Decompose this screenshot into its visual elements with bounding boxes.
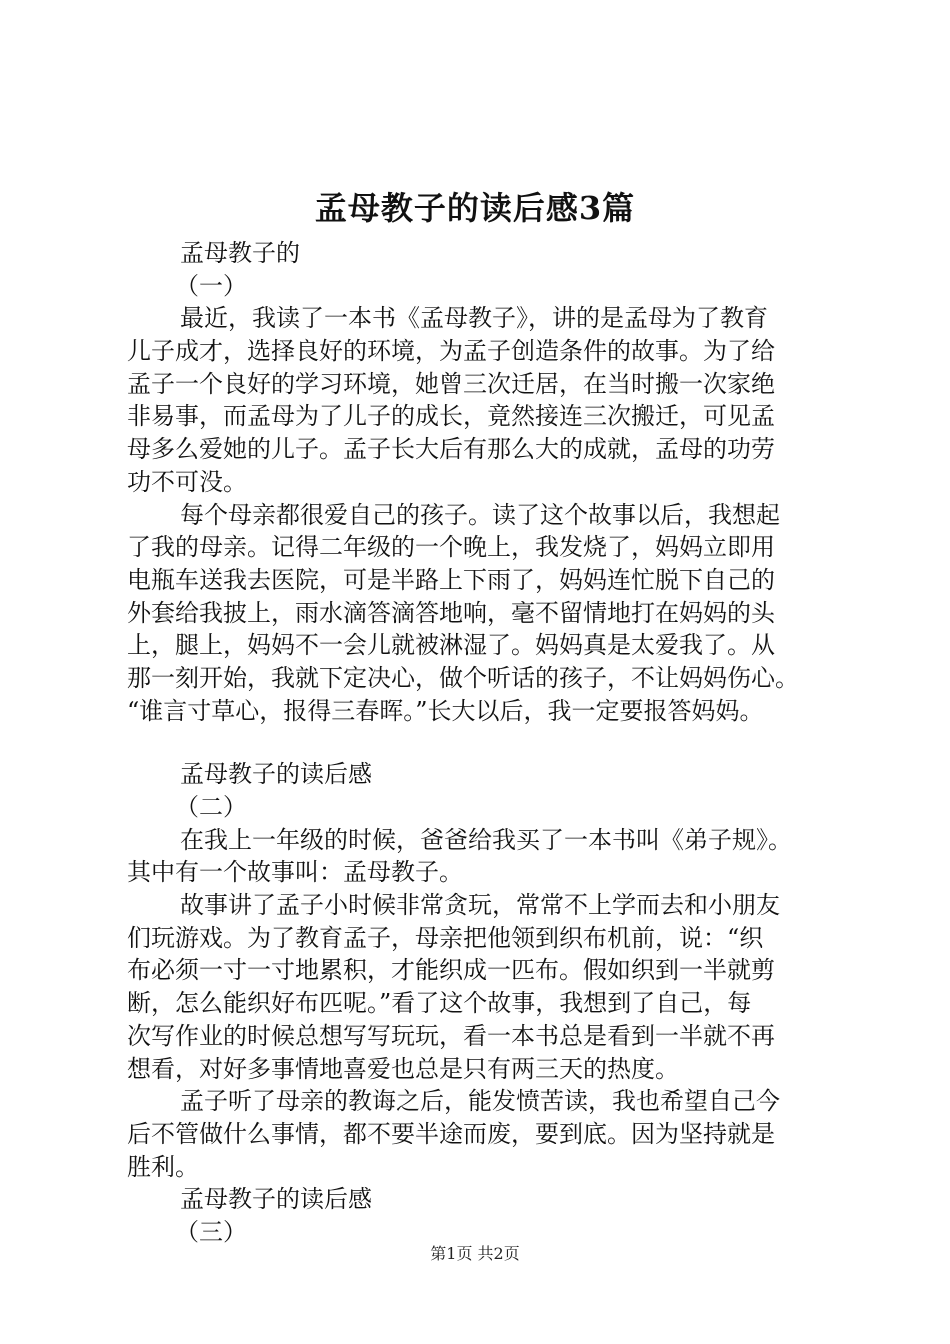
document-title: 孟母教子的读后感3篇 (314, 189, 636, 227)
paragraph-line: 最近，我读了一本书《孟母教子》，讲的是孟母为了教育 (180, 304, 768, 333)
paragraph-line: 们玩游戏。为了教育孟子，母亲把他领到织布机前，说：“织 (127, 923, 764, 952)
section-heading: 孟母教子的读后感 (180, 760, 372, 789)
section-heading: 孟母教子的 (180, 239, 300, 267)
paragraph-line: 胜利。 (127, 1152, 199, 1181)
section-number: （三） (175, 1217, 247, 1246)
paragraph-line: 功不可没。 (127, 467, 247, 496)
section-heading: 孟母教子的读后感 (180, 1185, 372, 1214)
paragraph-line: 孟子听了母亲的教诲之后，能发愤苦读，我也希望自己今 (180, 1087, 780, 1116)
document-body (127, 237, 857, 1249)
paragraph-line: 孟子一个良好的学习环境，她曾三次迁居，在当时搬一次家绝 (127, 369, 775, 398)
paragraph-line: 外套给我披上，雨水滴答滴答地响，毫不留情地打在妈妈的头 (127, 598, 775, 627)
paragraph-line: 次写作业的时候总想写写玩玩，看一本书总是看到一半就不再 (127, 1021, 775, 1050)
paragraph-line: 其中有一个故事叫：孟母教子。 (127, 858, 463, 887)
section-number: （二） (175, 793, 247, 821)
paragraph-line: 电瓶车送我去医院，可是半路上下雨了，妈妈连忙脱下自己的 (127, 565, 775, 594)
paragraph-line: 每个母亲都很爱自己的孩子。读了这个故事以后，我想起 (180, 500, 780, 529)
page-footer: 第1页 共2页 (430, 1244, 520, 1263)
paragraph-line: 布必须一寸一寸地累积，才能织成一匹布。假如织到一半就剪 (127, 956, 775, 985)
paragraph-line: 想看，对好多事情地喜爱也总是只有两三天的热度。 (127, 1054, 679, 1083)
section-number: （一） (175, 271, 247, 300)
paragraph-line: “谁言寸草心，报得三春晖。”长大以后，我一定要报答妈妈。 (127, 696, 764, 725)
paragraph-line: 儿子成才，选择良好的环境，为孟子创造条件的故事。为了给 (127, 337, 775, 366)
paragraph-line: 故事讲了孟子小时候非常贪玩，常常不上学而去和小朋友 (180, 891, 780, 920)
paragraph-line: 后不管做什么事情，都不要半途而废，要到底。因为坚持就是 (127, 1119, 775, 1148)
paragraph-line: 母多么爱她的儿子。孟子长大后有那么大的成就，孟母的功劳 (127, 435, 775, 464)
paragraph-line: 非易事，而孟母为了儿子的成长，竟然接连三次搬迁，可见孟 (127, 402, 775, 431)
paragraph-line: 上，腿上，妈妈不一会儿就被淋湿了。妈妈真是太爱我了。从 (127, 631, 775, 660)
paragraph-line: 断，怎么能织好布匹呢。”看了这个故事，我想到了自己，每 (127, 989, 752, 1018)
paragraph-line: 那一刻开始，我就下定决心，做个听话的孩子，不让妈妈伤心。 (127, 663, 799, 692)
section-gap (127, 727, 857, 758)
paragraph-line: 了我的母亲。记得二年级的一个晚上，我发烧了，妈妈立即用 (127, 533, 775, 562)
paragraph-line: 在我上一年级的时候，爸爸给我买了一本书叫《弟子规》。 (180, 825, 792, 854)
